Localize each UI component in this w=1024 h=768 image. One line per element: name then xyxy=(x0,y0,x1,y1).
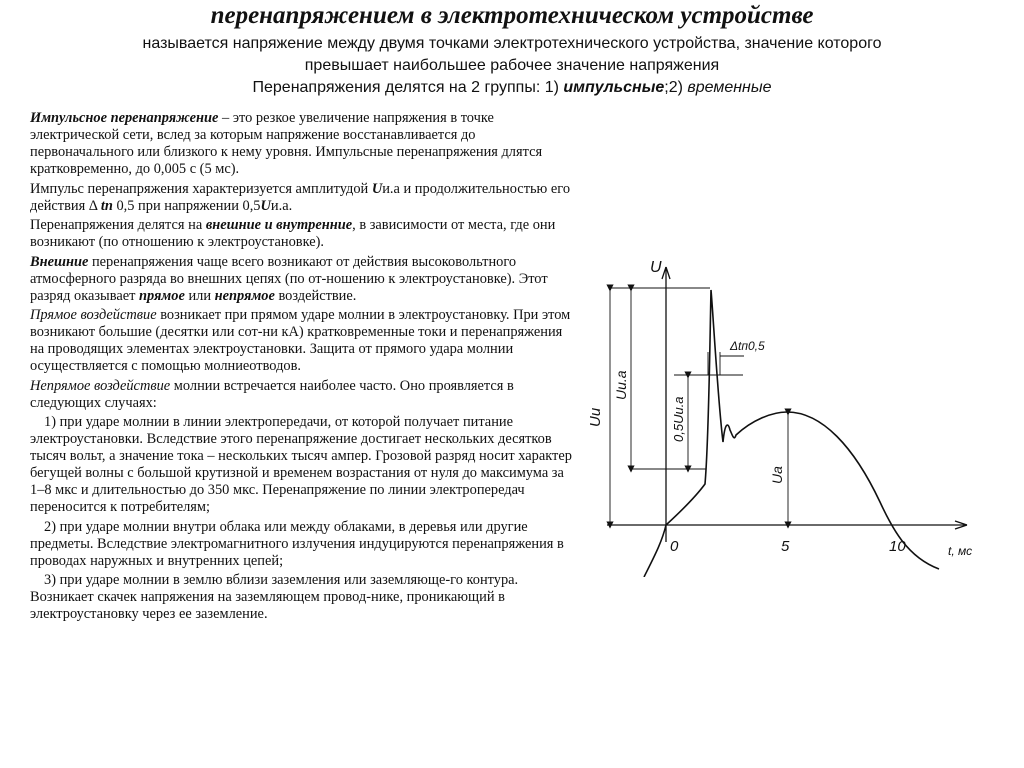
term-indirect: непрямое xyxy=(214,287,275,304)
groups-mid: ;2) xyxy=(664,79,688,96)
paragraph-division xyxy=(30,217,575,251)
tick-label: 10 xyxy=(889,538,906,555)
definition-line-1: называется напряжение между двумя точками электротехнического устройства, значение которого xyxy=(142,35,882,52)
body-text xyxy=(30,110,575,626)
term-direct: прямое xyxy=(138,287,185,304)
label-half: 0,5Uи.а xyxy=(671,396,686,442)
term-indirect-action: Непрямое воздействие xyxy=(30,377,171,394)
term-direct-action: Прямое воздействие xyxy=(30,307,157,323)
p4-a: перенапряжения чаще всего возникают от действия высоковольтного атмосферного разряда во внешних цепях (по от-ношению к электроустановке). Этот разряд оказывает xyxy=(30,253,548,304)
groups-first: импульсные xyxy=(563,79,665,96)
tick-label: 0 xyxy=(670,538,679,555)
label-uia: Uи.а xyxy=(613,370,629,400)
p3-a: Перенапряжения делятся на xyxy=(30,217,206,233)
p2-c: 0,5 при напряжении 0,5 xyxy=(112,197,261,214)
paragraph-indirect xyxy=(30,378,575,412)
p5-text: возникает при прямом ударе молнии в электроустановку. При этом возникают большие (десятки или сот-ни кА) кратковременные токи и перенапряжения на проводящих элементах электроустановки. Защита от прямого удара молнии осуществляется с помощью молниеотводов. xyxy=(30,307,571,374)
list-item: 1) при ударе молнии в линии электропередачи, от которой получает питание электроустановки. Вследствие этого перенапряжение достигает нескольких десятков тысяч вольт, а значение тока – нескольких тысяч ампер. Грозовой разряд носит характер бегущей волны с большой крутизной и временем возрастания от нуля до максимума за 1–8 мкс и длительностью до 350 мкс. Перенапряжение по линии электропередач переносится к потребителям; xyxy=(30,414,572,515)
paragraph-impulse xyxy=(30,110,575,178)
groups-line xyxy=(0,77,1024,99)
p2-b: и.а и продолжительностью его действия Δ xyxy=(30,180,571,214)
label-ua: Uа xyxy=(769,466,785,484)
voltage-graph-svg xyxy=(582,252,982,577)
axis-x-label: t, мс xyxy=(948,544,973,558)
term-ext-int: внешние и внутренние xyxy=(205,217,353,233)
p4-b: или xyxy=(184,287,215,304)
page-title: перенапряжением в электротехническом устройстве xyxy=(210,2,814,29)
label-ui: Uи xyxy=(587,407,604,427)
p2-tn: tп xyxy=(100,197,113,214)
list-item: 3) при ударе молнии в землю вблизи заземления или заземляюще-го контура. Возникает скачек напряжения на заземляющем провод-нике, проникающий в электроустановку через ее заземление. xyxy=(30,572,519,622)
p6-text: молнии встречается наиболее часто. Оно проявляется в следующих случаях: xyxy=(30,377,514,411)
label-dt: Δtп0,5 xyxy=(730,339,765,353)
axis-y-label: U xyxy=(650,259,662,276)
paragraph-external xyxy=(30,254,575,305)
definition-line-2: превышает наибольшее рабочее значение напряжения xyxy=(304,57,720,74)
term-impulse: Импульсное перенапряжение xyxy=(30,110,219,126)
term-external: Внешние xyxy=(30,253,89,270)
definition-text xyxy=(0,33,1024,77)
list-item: 2) при ударе молнии внутри облака или между облаками, в деревья или другие предметы. Вследствие электромагнитного излучения индуцируются перенапряжения в проводах наружных и внутренних цепей; xyxy=(30,518,564,569)
tick-label: 5 xyxy=(781,538,790,555)
paragraph-direct xyxy=(30,307,575,375)
p4-c: воздействие. xyxy=(274,287,357,304)
p3-b: , в зависимости от места, где они возникают (по отношению к электроустановке). xyxy=(30,217,556,250)
p2-u1: U xyxy=(371,180,383,197)
p2-a: Импульс перенапряжения характеризуется амплитудой xyxy=(30,180,372,197)
p2-u2: U xyxy=(260,197,271,214)
p2-d: и.а. xyxy=(270,197,293,214)
groups-second: временные xyxy=(687,79,772,96)
p1-text: – это резкое увеличение напряжения в точке электрической сети, вслед за которым напряжение восстанавливается до первоначального или близкого к нему уровня. Импульсные перенапряжения длятся кратковременно, до 0,005 с (5 мс). xyxy=(30,110,543,177)
voltage-graph xyxy=(582,252,982,577)
groups-prefix: Перенапряжения делятся на 2 группы: 1) xyxy=(252,79,564,96)
paragraph-amplitude xyxy=(30,181,575,215)
